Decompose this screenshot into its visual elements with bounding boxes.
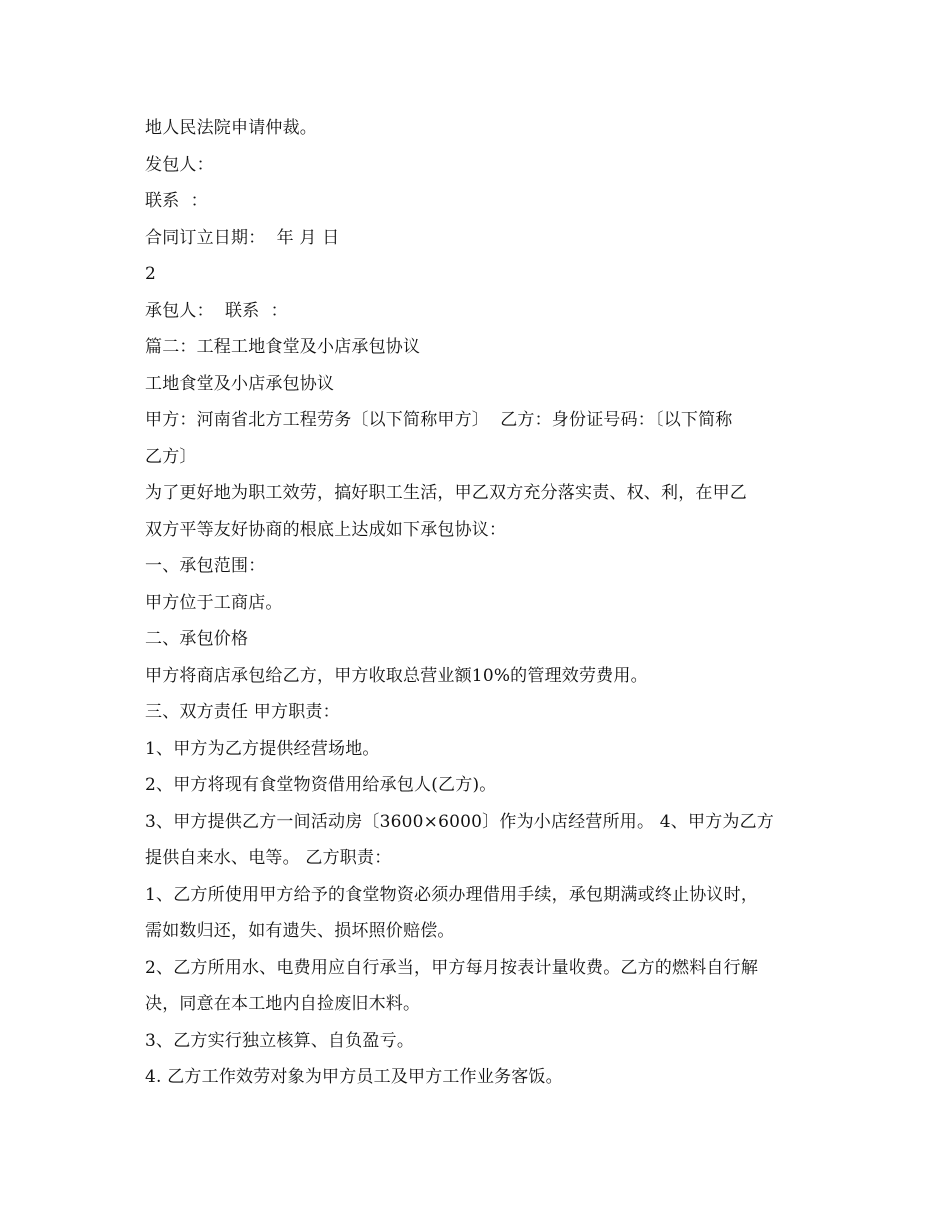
text-line: 合同订立日期： 年 月 日 xyxy=(145,227,340,248)
text-line: 联系 ： xyxy=(145,191,208,211)
section-heading: 三、双方责任 甲方职责： xyxy=(145,702,340,722)
section-heading: 二、承包价格 xyxy=(145,629,249,649)
list-item: 4. 乙方工作效劳对象为甲方员工及甲方工作业务客饭。 xyxy=(145,1067,563,1087)
agreement-title: 工地食堂及小店承包协议 xyxy=(145,373,335,394)
text-line: 地人民法院申请仲裁。 xyxy=(145,118,317,138)
text-line: 甲方：河南省北方工程劳务〔以下简称甲方〕 乙方：身份证号码：〔以下简称 xyxy=(145,410,733,430)
list-item: 2、乙方所用水、电费用应自行承当，甲方每月按表计量收费。乙方的燃料自行解 xyxy=(145,957,759,978)
list-item: 1、甲方为乙方提供经营场地。 xyxy=(145,738,380,759)
text-line: 乙方〕 xyxy=(145,446,197,467)
text-line: 发包人： xyxy=(145,154,214,175)
page-number: 2 xyxy=(145,264,157,284)
text-line: 双方平等友好协商的根底上达成如下承包协议： xyxy=(145,519,507,540)
text-line: 承包人： 联系 ： xyxy=(145,300,288,321)
list-item: 决，同意在本工地内自捡废旧木料。 xyxy=(145,994,421,1014)
list-item: 2、甲方将现有食堂物资借用给承包人(乙方)。 xyxy=(145,775,497,795)
text-line: 甲方位于工商店。 xyxy=(145,592,283,613)
section-heading: 一、承包范围： xyxy=(145,556,266,576)
text-line: 为了更好地为职工效劳，搞好职工生活，甲乙双方充分落实责、权、利，在甲乙 xyxy=(145,483,747,503)
document-body xyxy=(145,110,815,1096)
list-item: 3、甲方提供乙方一间活动房〔3600×6000〕作为小店经营所用。 4、甲方为乙方 xyxy=(145,811,775,832)
list-item: 需如数归还，如有遗失、损坏照价赔偿。 xyxy=(145,921,455,941)
list-item: 提供自来水、电等。 乙方职责： xyxy=(145,848,392,868)
list-item: 3、乙方实行独立核算、自负盈亏。 xyxy=(145,1030,415,1051)
list-item: 1、乙方所使用甲方给予的食堂物资必须办理借用手续，承包期满或终止协议时， xyxy=(145,884,759,905)
text-line: 甲方将商店承包给乙方，甲方收取总营业额10%的管理效劳费用。 xyxy=(145,665,648,686)
section-title: 篇二：工程工地食堂及小店承包协议 xyxy=(145,337,421,357)
